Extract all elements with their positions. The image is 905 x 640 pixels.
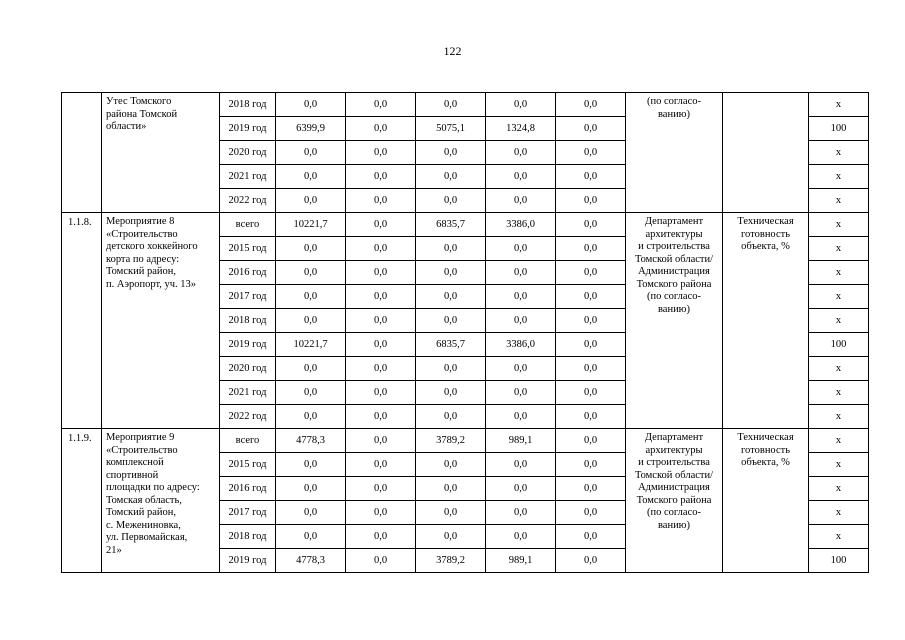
federal-value: 0,0 [346,501,416,525]
local-value: 0,0 [486,525,556,549]
period-cell: 2018 год [220,309,276,333]
local-value: 0,0 [486,501,556,525]
target-value-cell: х [809,141,869,165]
period-cell: 2015 год [220,453,276,477]
regional-value: 0,0 [416,381,486,405]
total-value: 10221,7 [276,333,346,357]
regional-value: 0,0 [416,501,486,525]
target-value-cell: х [809,165,869,189]
regional-value: 0,0 [416,189,486,213]
target-value-cell: х [809,525,869,549]
total-value: 0,0 [276,381,346,405]
other-value: 0,0 [556,357,626,381]
period-cell: 2021 год [220,165,276,189]
total-value: 0,0 [276,189,346,213]
target-value-cell: х [809,189,869,213]
target-value-cell: х [809,381,869,405]
target-value-cell: х [809,453,869,477]
activity-code-cell: 1.1.8. [62,213,102,429]
total-value: 10221,7 [276,213,346,237]
total-value: 0,0 [276,501,346,525]
period-cell: всего [220,213,276,237]
federal-value: 0,0 [346,165,416,189]
program-activities-table [61,92,869,573]
total-value: 0,0 [276,261,346,285]
other-value: 0,0 [556,429,626,453]
period-cell: 2019 год [220,333,276,357]
federal-value: 0,0 [346,333,416,357]
indicator-cell: Техническая готовность объекта, % [723,429,809,573]
federal-value: 0,0 [346,261,416,285]
federal-value: 0,0 [346,381,416,405]
local-value: 989,1 [486,429,556,453]
total-value: 0,0 [276,93,346,117]
period-cell: 2020 год [220,141,276,165]
target-value-cell: х [809,405,869,429]
federal-value: 0,0 [346,405,416,429]
federal-value: 0,0 [346,237,416,261]
regional-value: 0,0 [416,477,486,501]
regional-value: 6835,7 [416,333,486,357]
federal-value: 0,0 [346,141,416,165]
table-row [62,93,869,117]
federal-value: 0,0 [346,213,416,237]
other-value: 0,0 [556,141,626,165]
local-value: 1324,8 [486,117,556,141]
activity-name-cell: Утес Томского района Томской области» [102,93,220,213]
table-row [62,213,869,237]
local-value: 0,0 [486,285,556,309]
regional-value: 0,0 [416,357,486,381]
local-value: 0,0 [486,453,556,477]
total-value: 0,0 [276,453,346,477]
period-cell: 2015 год [220,237,276,261]
regional-value: 0,0 [416,285,486,309]
period-cell: 2017 год [220,501,276,525]
target-value-cell: х [809,309,869,333]
target-value-cell: 100 [809,549,869,573]
local-value: 0,0 [486,141,556,165]
total-value: 0,0 [276,477,346,501]
total-value: 0,0 [276,309,346,333]
table-row [62,429,869,453]
period-cell: 2019 год [220,549,276,573]
total-value: 0,0 [276,405,346,429]
regional-value: 5075,1 [416,117,486,141]
total-value: 0,0 [276,285,346,309]
regional-value: 3789,2 [416,429,486,453]
other-value: 0,0 [556,213,626,237]
regional-value: 0,0 [416,405,486,429]
total-value: 0,0 [276,357,346,381]
other-value: 0,0 [556,333,626,357]
total-value: 4778,3 [276,429,346,453]
regional-value: 0,0 [416,525,486,549]
regional-value: 0,0 [416,453,486,477]
local-value: 0,0 [486,165,556,189]
period-cell: 2018 год [220,525,276,549]
other-value: 0,0 [556,189,626,213]
executor-cell: (по согласо- ванию) [626,93,723,213]
executor-cell: Департамент архитектуры и строительства Томской области/ Администрация Томского района (по согласо- ванию) [626,213,723,429]
page-number: 122 [443,44,462,58]
local-value: 0,0 [486,93,556,117]
other-value: 0,0 [556,501,626,525]
total-value: 0,0 [276,525,346,549]
activity-name-cell: Мероприятие 9 «Строительство комплексной спортивной площадки по адресу: Томская область, Томский район, с. Межениновка, ул. Первомайская, 21» [102,429,220,573]
activity-name-cell: Мероприятие 8 «Строительство детского хоккейного корта по адресу: Томский район, п. Аэропорт, уч. 13» [102,213,220,429]
target-value-cell: х [809,429,869,453]
other-value: 0,0 [556,381,626,405]
regional-value: 0,0 [416,165,486,189]
other-value: 0,0 [556,309,626,333]
regional-value: 0,0 [416,237,486,261]
other-value: 0,0 [556,165,626,189]
period-cell: 2016 год [220,261,276,285]
local-value: 0,0 [486,381,556,405]
target-value-cell: 100 [809,333,869,357]
regional-value: 6835,7 [416,213,486,237]
other-value: 0,0 [556,117,626,141]
period-cell: 2016 год [220,477,276,501]
federal-value: 0,0 [346,549,416,573]
indicator-cell [723,93,809,213]
federal-value: 0,0 [346,477,416,501]
other-value: 0,0 [556,93,626,117]
other-value: 0,0 [556,405,626,429]
local-value: 0,0 [486,261,556,285]
target-value-cell: 100 [809,117,869,141]
federal-value: 0,0 [346,429,416,453]
local-value: 3386,0 [486,213,556,237]
target-value-cell: х [809,213,869,237]
other-value: 0,0 [556,261,626,285]
other-value: 0,0 [556,285,626,309]
total-value: 6399,9 [276,117,346,141]
local-value: 989,1 [486,549,556,573]
activity-code-cell: 1.1.9. [62,429,102,573]
regional-value: 0,0 [416,309,486,333]
target-value-cell: х [809,261,869,285]
federal-value: 0,0 [346,93,416,117]
regional-value: 0,0 [416,141,486,165]
period-cell: 2022 год [220,189,276,213]
federal-value: 0,0 [346,117,416,141]
total-value: 4778,3 [276,549,346,573]
regional-value: 3789,2 [416,549,486,573]
regional-value: 0,0 [416,261,486,285]
total-value: 0,0 [276,141,346,165]
local-value: 0,0 [486,405,556,429]
period-cell: всего [220,429,276,453]
local-value: 3386,0 [486,333,556,357]
federal-value: 0,0 [346,357,416,381]
local-value: 0,0 [486,357,556,381]
target-value-cell: х [809,477,869,501]
indicator-cell: Техническая готовность объекта, % [723,213,809,429]
total-value: 0,0 [276,165,346,189]
period-cell: 2022 год [220,405,276,429]
regional-value: 0,0 [416,93,486,117]
target-value-cell: х [809,285,869,309]
target-value-cell: х [809,93,869,117]
target-value-cell: х [809,501,869,525]
federal-value: 0,0 [346,309,416,333]
activity-code-cell [62,93,102,213]
period-cell: 2019 год [220,117,276,141]
period-cell: 2021 год [220,381,276,405]
federal-value: 0,0 [346,285,416,309]
local-value: 0,0 [486,189,556,213]
federal-value: 0,0 [346,453,416,477]
other-value: 0,0 [556,477,626,501]
local-value: 0,0 [486,309,556,333]
other-value: 0,0 [556,237,626,261]
local-value: 0,0 [486,477,556,501]
period-cell: 2017 год [220,285,276,309]
other-value: 0,0 [556,453,626,477]
local-value: 0,0 [486,237,556,261]
period-cell: 2018 год [220,93,276,117]
other-value: 0,0 [556,525,626,549]
target-value-cell: х [809,357,869,381]
executor-cell: Департамент архитектуры и строительства Томской области/ Администрация Томского района (по согласо- ванию) [626,429,723,573]
other-value: 0,0 [556,549,626,573]
total-value: 0,0 [276,237,346,261]
period-cell: 2020 год [220,357,276,381]
federal-value: 0,0 [346,525,416,549]
federal-value: 0,0 [346,189,416,213]
target-value-cell: х [809,237,869,261]
